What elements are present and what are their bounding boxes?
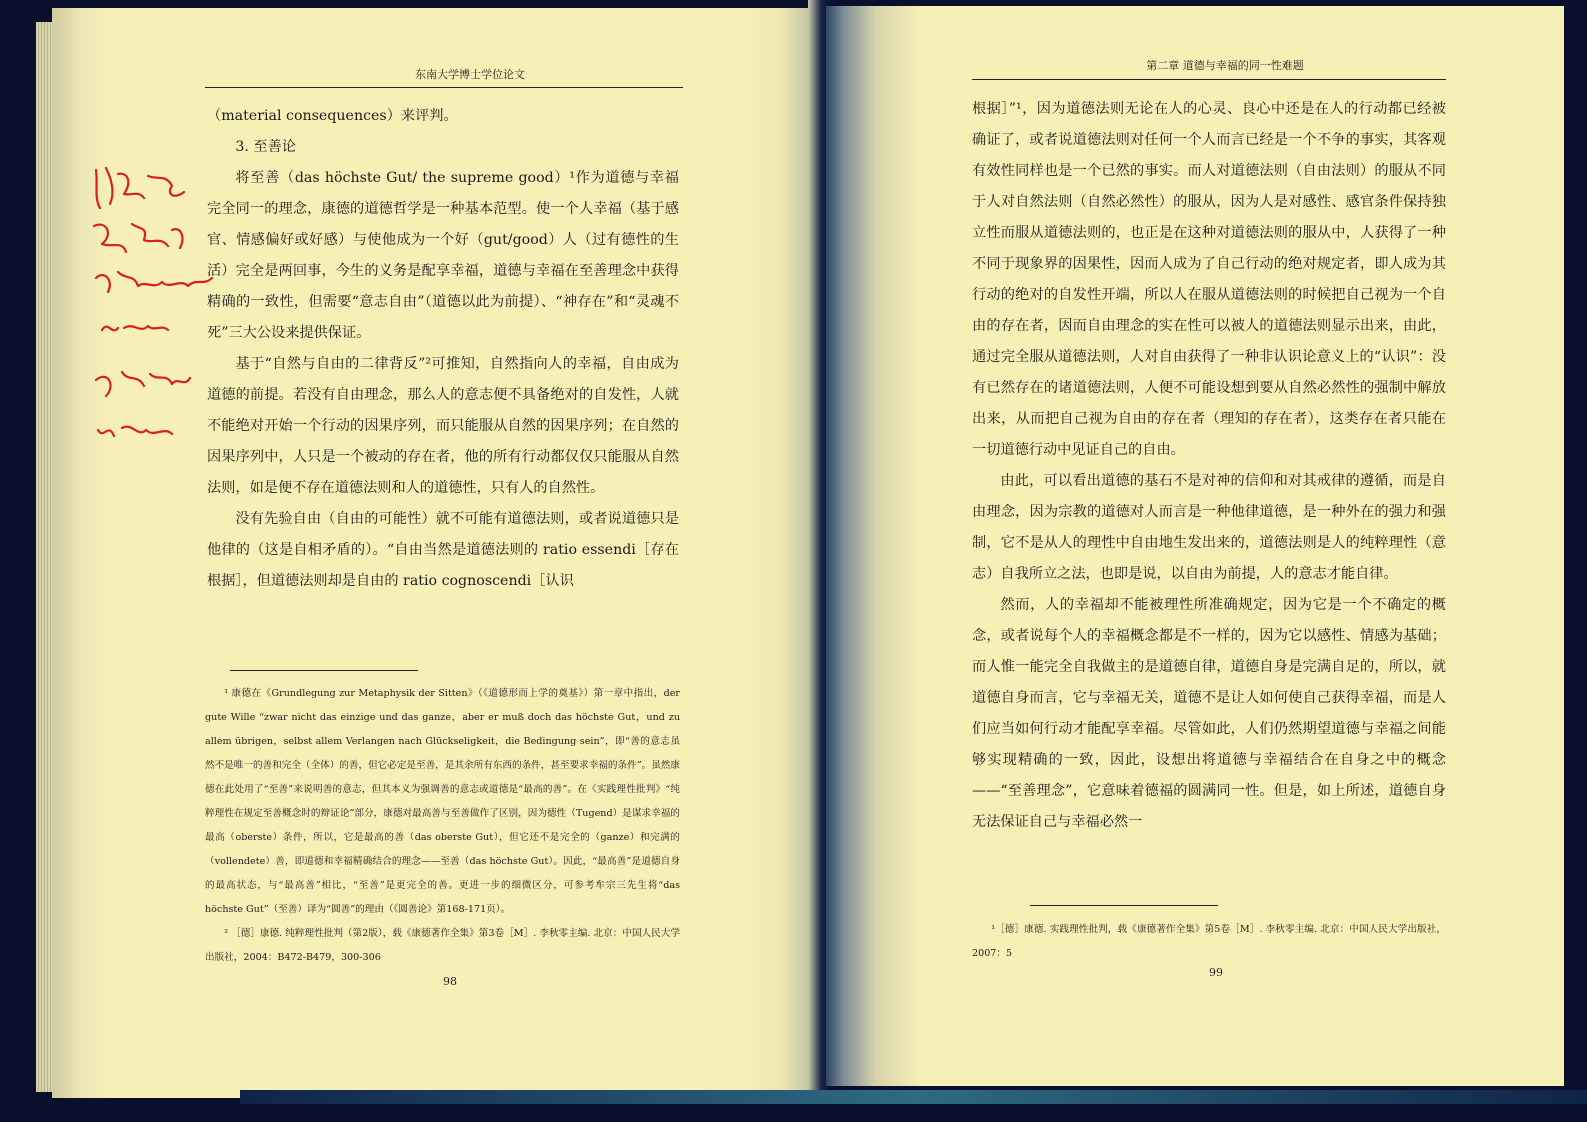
left-paragraph-0: （material consequences）来评判。 [207, 108, 458, 124]
left-page-number: 98 [443, 975, 457, 988]
right-body-text [972, 94, 1446, 838]
left-header-rule [205, 87, 683, 88]
left-body-text [207, 101, 679, 597]
left-paragraph-2: 将至善（das höchste Gut/ the supreme good）¹作为道德与幸福完全同一的理念，康德的道德哲学是一种基本范型。使一个人幸福（基于感官、情感偏好或好感）与使他成为一个好（gut/good）人（过有德性的生活）完全是两回事，今生的义务是配享幸福，道德与幸福在至善理念中获得精确的一致性，但需要“意志自由”（道德以此为前提）、“神存在”和“灵魂不死”三大公设来提供保证。 [207, 170, 679, 341]
left-paragraph-3: 基于“自然与自由的二律背反”²可推知，自然指向人的幸福，自由成为道德的前提。若没有自由理念，那么人的意志便不具备绝对的自发性，人就不能绝对开始一个行动的因果序列，而只能服从自然的因果序列；在自然的因果序列中，人只是一个被动的存在者，他的所有行动都仅仅只能服从自然法则，如是便不存在道德法则和人的道德性，只有人的自然性。 [207, 356, 679, 496]
left-footnotes [205, 682, 680, 970]
right-page-number: 99 [1209, 966, 1223, 979]
handwritten-annotation [88, 160, 218, 480]
right-running-header: 第二章 道德与幸福的同一性难题 [1146, 59, 1304, 72]
left-running-header: 东南大学博士学位论文 [415, 68, 525, 81]
right-paragraph-1: 由此，可以看出道德的基石不是对神的信仰和对其戒律的遵循，而是自由理念，因为宗教的道德对人而言是一种他律道德，是一种外在的强力和强制，它不是从人的理性中自由地生发出来的，道德法则是人的纯粹理性（意志）自我所立之法，也即是说，以自由为前提，人的意志才能自律。 [972, 473, 1446, 582]
left-paragraph-1: 3. 至善论 [235, 139, 296, 155]
right-header-rule [972, 79, 1446, 80]
left-footnote-2: ² ［德］康德. 纯粹理性批判（第2版），载《康德著作全集》第3卷［M］. 李秋零主编. 北京：中国人民大学出版社，2004：B472-B479，300-306 [205, 928, 680, 963]
right-paragraph-2: 然而，人的幸福却不能被理性所准确规定，因为它是一个不确定的概念，或者说每个人的幸福概念都是不一样的，因为它以感性、情感为基础；而人惟一能完全自我做主的是道德自律，道德自身是完满自足的，所以，就道德自身而言，它与幸福无关，道德不是让人如何使自己获得幸福，而是人们应当如何行动才能配享幸福。尽管如此，人们仍然期望道德与幸福之间能够实现精确的一致，因此，设想出将道德与幸福结合在自身之中的概念——“至善理念”，它意味着德福的圆满同一性。但是，如上所述，道德自身无法保证自己与幸福必然一 [972, 597, 1446, 830]
right-paragraph-0: 根据］”¹，因为道德法则无论在人的心灵、良心中还是在人的行动都已经被确证了，或者说道德法则对任何一个人而言已经是一个不争的事实，其客观有效性同样也是一个已然的事实。而人对道德法则（自由法则）的服从不同于人对自然法则（自然必然性）的服从，因为人是对感性、感官条件保持独立性而服从道德法则的，也正是在这种对道德法则的服从中，人获得了一种不同于现象界的因果性，因而人成为了自己行动的绝对规定者，即人成为其行动的绝对的自发性开端，所以人在服从道德法则的时候把自己视为一个自由的存在者，因而自由理念的实在性可以被人的道德法则显示出来，由此，通过完全服从道德法则，人对自由获得了一种非认识论意义上的“认识”：没有已然存在的诸道德法则，人便不可能设想到要从自然必然性的强制中解放出来，从而把自己视为自由的存在者（理知的存在者），这类存在者只能在一切道德行动中见证自己的自由。 [972, 101, 1446, 458]
left-paragraph-4: 没有先验自由（自由的可能性）就不可能有道德法则，或者说道德只是他律的（这是自相矛盾的）。“自由当然是道德法则的 ratio essendi［存在根据］，但道德法则却是自由的 ratio cognoscendi［认识 [207, 511, 679, 589]
right-footnote-rule [1030, 905, 1218, 906]
left-footnote-rule [230, 670, 418, 671]
bottom-shadow [240, 1090, 1587, 1104]
right-footnote-1: ¹［德］康德. 实践理性批判，载《康德著作全集》第5卷［M］. 李秋零主编. 北京：中国人民大学出版社，2007：5 [972, 924, 1446, 959]
right-footnotes [972, 918, 1446, 966]
left-footnote-1: ¹ 康德在《Grundlegung zur Metaphysik der Sitten》（《道德形而上学的奠基》）第一章中指出，der gute Wille “zwar nicht das einzige und das ganze，aber er muß doch das höchste Gut，und zu allem übrigen，selbst allem Verlangen nach Glückseligkeit，die Bedingung sein”，即“善的意志虽然不是唯一的善和完全（全体）的善，但它必定是至善，是其余所有东西的条件，甚至要求幸福的条件”。虽然康德在此处用了“至善”来说明善的意志，但其本义为强调善的意志或道德是“最高的善”。在《实践理性批判》“纯粹理性在规定至善概念时的辩证论”部分，康德对最高善与至善做作了区别，因为德性（Tugend）是谋求幸福的最高（oberste）条件，所以，它是最高的善（das oberste Gut），但它还不是完全的（ganze）和完满的（vollendete）善，即道德和幸福精确结合的理念——至善（das höchste Gut）。因此，“最高善”是道德自身的最高状态，与“最高善”相比，“至善”是更完全的善。更进一步的细微区分，可参考牟宗三先生将“das höchste Gut”（至善）译为“圆善”的理由（《圆善论》第168-171页）。 [205, 688, 680, 915]
